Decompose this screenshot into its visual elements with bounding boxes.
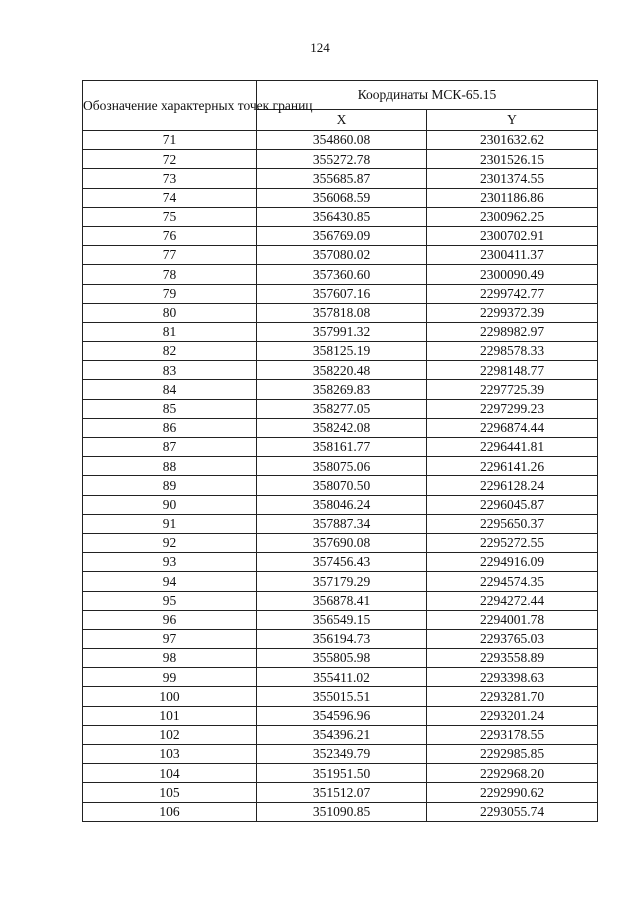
y-coordinate-cell: 2301526.15 [427, 150, 598, 169]
table-row [83, 399, 598, 418]
point-cell: 101 [83, 706, 257, 725]
x-coordinate-cell: 357991.32 [257, 322, 427, 341]
y-coordinate-cell: 2293178.55 [427, 725, 598, 744]
table-header [83, 81, 598, 131]
y-coordinate-cell: 2300411.37 [427, 246, 598, 265]
table-row [83, 745, 598, 764]
x-coordinate-cell: 358075.06 [257, 457, 427, 476]
coordinates-header: Координаты МСК-65.15 [257, 81, 598, 110]
x-coordinate-cell: 357080.02 [257, 246, 427, 265]
x-coordinate-cell: 354596.96 [257, 706, 427, 725]
x-column-header: X [257, 110, 427, 131]
y-coordinate-cell: 2300090.49 [427, 265, 598, 284]
table-row [83, 246, 598, 265]
y-coordinate-cell: 2295650.37 [427, 514, 598, 533]
x-coordinate-cell: 352349.79 [257, 745, 427, 764]
x-coordinate-cell: 355805.98 [257, 649, 427, 668]
x-coordinate-cell: 356878.41 [257, 591, 427, 610]
x-coordinate-cell: 357607.16 [257, 284, 427, 303]
y-coordinate-cell: 2298148.77 [427, 361, 598, 380]
x-coordinate-cell: 351512.07 [257, 783, 427, 802]
table-row [83, 342, 598, 361]
table-row [83, 226, 598, 245]
y-coordinate-cell: 2292968.20 [427, 764, 598, 783]
point-cell: 71 [83, 131, 257, 150]
coordinates-table [82, 80, 598, 822]
x-coordinate-cell: 358220.48 [257, 361, 427, 380]
x-coordinate-cell: 358046.24 [257, 495, 427, 514]
point-cell: 93 [83, 553, 257, 572]
point-cell: 97 [83, 629, 257, 648]
table-row [83, 610, 598, 629]
x-coordinate-cell: 351090.85 [257, 802, 427, 821]
y-coordinate-cell: 2301186.86 [427, 188, 598, 207]
x-coordinate-cell: 358125.19 [257, 342, 427, 361]
x-coordinate-cell: 357818.08 [257, 303, 427, 322]
table-row [83, 322, 598, 341]
x-coordinate-cell: 357360.60 [257, 265, 427, 284]
x-coordinate-cell: 355272.78 [257, 150, 427, 169]
table-row [83, 418, 598, 437]
y-coordinate-cell: 2294916.09 [427, 553, 598, 572]
y-coordinate-cell: 2293281.70 [427, 687, 598, 706]
table-row [83, 706, 598, 725]
x-coordinate-cell: 355015.51 [257, 687, 427, 706]
table-row [83, 802, 598, 821]
table-row [83, 533, 598, 552]
x-coordinate-cell: 357887.34 [257, 514, 427, 533]
page-number: 124 [310, 40, 330, 55]
y-coordinate-cell: 2301374.55 [427, 169, 598, 188]
x-coordinate-cell: 351951.50 [257, 764, 427, 783]
y-coordinate-cell: 2296045.87 [427, 495, 598, 514]
point-cell: 87 [83, 438, 257, 457]
y-coordinate-cell: 2292990.62 [427, 783, 598, 802]
table-row [83, 150, 598, 169]
table-row [83, 764, 598, 783]
x-coordinate-cell: 358161.77 [257, 438, 427, 457]
x-coordinate-cell: 356194.73 [257, 629, 427, 648]
point-cell: 84 [83, 380, 257, 399]
table-row [83, 284, 598, 303]
x-coordinate-cell: 355685.87 [257, 169, 427, 188]
x-coordinate-cell: 357690.08 [257, 533, 427, 552]
table-row [83, 207, 598, 226]
x-coordinate-cell: 357456.43 [257, 553, 427, 572]
table-row [83, 188, 598, 207]
table-row [83, 265, 598, 284]
y-coordinate-cell: 2296141.26 [427, 457, 598, 476]
table-row [83, 649, 598, 668]
x-coordinate-cell: 358070.50 [257, 476, 427, 495]
y-coordinate-cell: 2296874.44 [427, 418, 598, 437]
y-coordinate-cell: 2299742.77 [427, 284, 598, 303]
point-cell: 94 [83, 572, 257, 591]
y-coordinate-cell: 2293765.03 [427, 629, 598, 648]
x-coordinate-cell: 356769.09 [257, 226, 427, 245]
y-coordinate-cell: 2297299.23 [427, 399, 598, 418]
table-row [83, 725, 598, 744]
x-coordinate-cell: 354396.21 [257, 725, 427, 744]
point-cell: 104 [83, 764, 257, 783]
point-cell: 75 [83, 207, 257, 226]
y-coordinate-cell: 2295272.55 [427, 533, 598, 552]
y-coordinate-cell: 2292985.85 [427, 745, 598, 764]
point-cell: 81 [83, 322, 257, 341]
table-row [83, 169, 598, 188]
point-cell: 102 [83, 725, 257, 744]
table-row [83, 591, 598, 610]
point-cell: 103 [83, 745, 257, 764]
table-body [83, 131, 598, 822]
table-row [83, 380, 598, 399]
x-coordinate-cell: 358269.83 [257, 380, 427, 399]
table-row [83, 476, 598, 495]
table-row [83, 668, 598, 687]
y-coordinate-cell: 2294001.78 [427, 610, 598, 629]
point-cell: 100 [83, 687, 257, 706]
y-coordinate-cell: 2293398.63 [427, 668, 598, 687]
x-coordinate-cell: 357179.29 [257, 572, 427, 591]
y-coordinate-cell: 2298982.97 [427, 322, 598, 341]
point-cell: 98 [83, 649, 257, 668]
y-coordinate-cell: 2293055.74 [427, 802, 598, 821]
y-coordinate-cell: 2296128.24 [427, 476, 598, 495]
point-cell: 78 [83, 265, 257, 284]
table-row [83, 361, 598, 380]
table-row [83, 629, 598, 648]
point-column-header: Обозначение характерных точек границ [83, 81, 257, 131]
point-cell: 96 [83, 610, 257, 629]
x-coordinate-cell: 355411.02 [257, 668, 427, 687]
table-row [83, 438, 598, 457]
point-cell: 80 [83, 303, 257, 322]
point-cell: 85 [83, 399, 257, 418]
point-cell: 105 [83, 783, 257, 802]
table-row [83, 303, 598, 322]
point-cell: 82 [83, 342, 257, 361]
y-coordinate-cell: 2298578.33 [427, 342, 598, 361]
point-cell: 99 [83, 668, 257, 687]
point-cell: 90 [83, 495, 257, 514]
point-cell: 79 [83, 284, 257, 303]
point-cell: 77 [83, 246, 257, 265]
y-coordinate-cell: 2294574.35 [427, 572, 598, 591]
table-row [83, 457, 598, 476]
y-coordinate-cell: 2296441.81 [427, 438, 598, 457]
y-coordinate-cell: 2300962.25 [427, 207, 598, 226]
point-cell: 92 [83, 533, 257, 552]
y-coordinate-cell: 2297725.39 [427, 380, 598, 399]
y-coordinate-cell: 2301632.62 [427, 131, 598, 150]
point-cell: 95 [83, 591, 257, 610]
point-cell: 76 [83, 226, 257, 245]
point-cell: 74 [83, 188, 257, 207]
point-cell: 106 [83, 802, 257, 821]
table-row [83, 572, 598, 591]
x-coordinate-cell: 358277.05 [257, 399, 427, 418]
y-coordinate-cell: 2293201.24 [427, 706, 598, 725]
y-coordinate-cell: 2299372.39 [427, 303, 598, 322]
table-row [83, 687, 598, 706]
y-coordinate-cell: 2293558.89 [427, 649, 598, 668]
point-cell: 86 [83, 418, 257, 437]
table-row [83, 553, 598, 572]
x-coordinate-cell: 354860.08 [257, 131, 427, 150]
y-column-header: Y [427, 110, 598, 131]
point-cell: 83 [83, 361, 257, 380]
point-cell: 73 [83, 169, 257, 188]
point-cell: 72 [83, 150, 257, 169]
y-coordinate-cell: 2300702.91 [427, 226, 598, 245]
point-cell: 88 [83, 457, 257, 476]
point-cell: 91 [83, 514, 257, 533]
x-coordinate-cell: 358242.08 [257, 418, 427, 437]
x-coordinate-cell: 356549.15 [257, 610, 427, 629]
table-row [83, 514, 598, 533]
y-coordinate-cell: 2294272.44 [427, 591, 598, 610]
x-coordinate-cell: 356430.85 [257, 207, 427, 226]
table-row [83, 495, 598, 514]
point-cell: 89 [83, 476, 257, 495]
table-row [83, 131, 598, 150]
table-row [83, 783, 598, 802]
x-coordinate-cell: 356068.59 [257, 188, 427, 207]
